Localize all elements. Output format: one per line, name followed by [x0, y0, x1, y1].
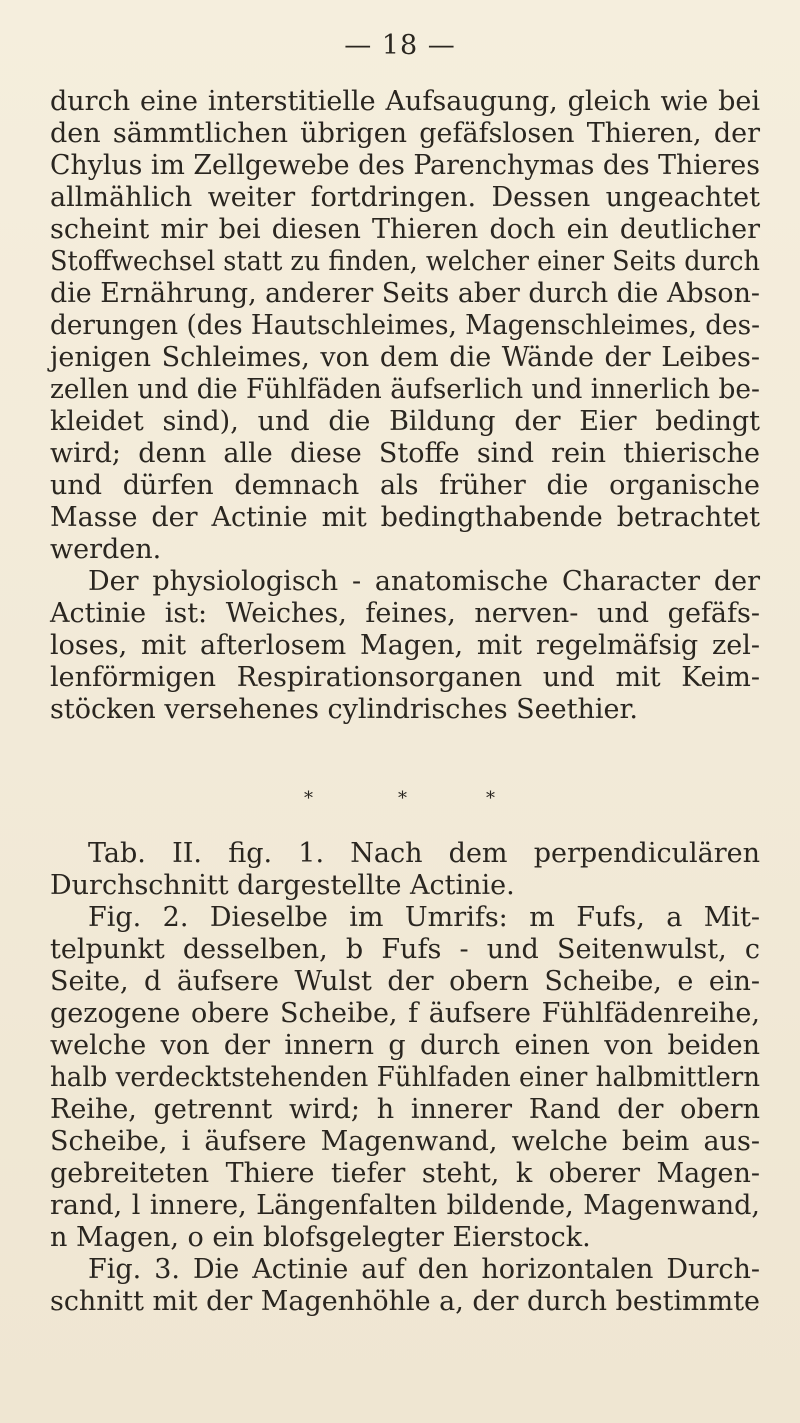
text-line: Fig. 3. Die Actinie auf den horizontalen Durch- — [88, 1254, 760, 1285]
text-line: die Ernährung, anderer Seits aber durch die Abson- — [50, 278, 760, 309]
text-line: Reihe, getrennt wird; h innerer Rand der obern — [50, 1094, 760, 1125]
paragraph-continuation — [50, 86, 760, 566]
text-line: scheint mir bei diesen Thieren doch ein deutlicher — [50, 214, 760, 245]
figure-caption-3 — [50, 1254, 760, 1318]
text-line: lenförmigen Respirationsorganen und mit Keim- — [50, 662, 760, 693]
separator-star: * — [486, 788, 495, 809]
text-line: Actinie ist: Weiches, feines, nerven- und gefäfs- — [50, 598, 760, 629]
text-line: welche von der innern g durch einen von beiden — [50, 1030, 760, 1061]
text-line: Masse der Actinie mit bedingthabende betrachtet — [50, 502, 760, 533]
text-line: Scheibe, i äufsere Magenwand, welche beim aus- — [50, 1126, 760, 1157]
text-line: und dürfen demnach als früher die organische — [50, 470, 760, 501]
text-line: loses, mit afterlosem Magen, mit regelmäfsig zel- — [50, 630, 760, 661]
section-separator — [0, 788, 800, 818]
text-line: halb verdecktstehenden Fühlfaden einer halbmittlern — [50, 1062, 760, 1093]
paragraph-character — [50, 566, 760, 726]
text-line: Tab. II. fig. 1. Nach dem perpendiculären — [88, 838, 760, 869]
text-line: wird; denn alle diese Stoffe sind rein thierische — [50, 438, 760, 469]
separator-star: * — [398, 788, 407, 809]
text-line: n Magen, o ein blofsgelegter Eierstock. — [50, 1222, 591, 1253]
text-line: gezogene obere Scheibe, f äufsere Fühlfädenreihe, — [50, 998, 760, 1029]
text-line: werden. — [50, 534, 162, 565]
text-line: gebreiteten Thiere tiefer steht, k oberer Magen- — [50, 1158, 760, 1189]
figure-caption-2 — [50, 902, 760, 1254]
text-line: telpunkt desselben, b Fufs - und Seitenwulst, c — [50, 934, 760, 965]
text-line: stöcken versehenes cylindrisches Seethier. — [50, 694, 639, 725]
text-line: Der physiologisch - anatomische Character der — [88, 566, 760, 597]
page-number: — 18 — — [344, 30, 456, 61]
text-line: schnitt mit der Magenhöhle a, der durch bestimmte — [50, 1286, 760, 1317]
separator-star: * — [304, 788, 313, 809]
text-line: Stoffwechsel statt zu finden, welcher einer Seits durch — [50, 246, 760, 277]
text-line: zellen und die Fühlfäden äufserlich und innerlich be- — [50, 374, 760, 405]
text-line: Chylus im Zellgewebe des Parenchymas des Thieres — [50, 150, 761, 181]
text-line: durch eine interstitielle Aufsaugung, gleich wie bei — [50, 86, 760, 117]
text-line: allmählich weiter fortdringen. Dessen ungeachtet — [50, 182, 760, 213]
text-line: kleidet sind), und die Bildung der Eier bedingt — [50, 406, 760, 437]
text-line: rand, l innere, Längenfalten bildende, Magenwand, — [50, 1190, 760, 1221]
text-line: jenigen Schleimes, von dem die Wände der Leibes- — [50, 342, 760, 373]
text-line: den sämmtlichen übrigen gefäfslosen Thieren, der — [50, 118, 760, 149]
figure-caption-1 — [50, 838, 760, 902]
text-line: Fig. 2. Dieselbe im Umrifs: m Fufs, a Mit- — [88, 902, 760, 933]
text-line: Seite, d äufsere Wulst der obern Scheibe, e ein- — [50, 966, 760, 997]
text-line: Durchschnitt dargestellte Actinie. — [50, 870, 515, 901]
text-line: derungen (des Hautschleimes, Magenschleimes, des- — [50, 310, 760, 341]
